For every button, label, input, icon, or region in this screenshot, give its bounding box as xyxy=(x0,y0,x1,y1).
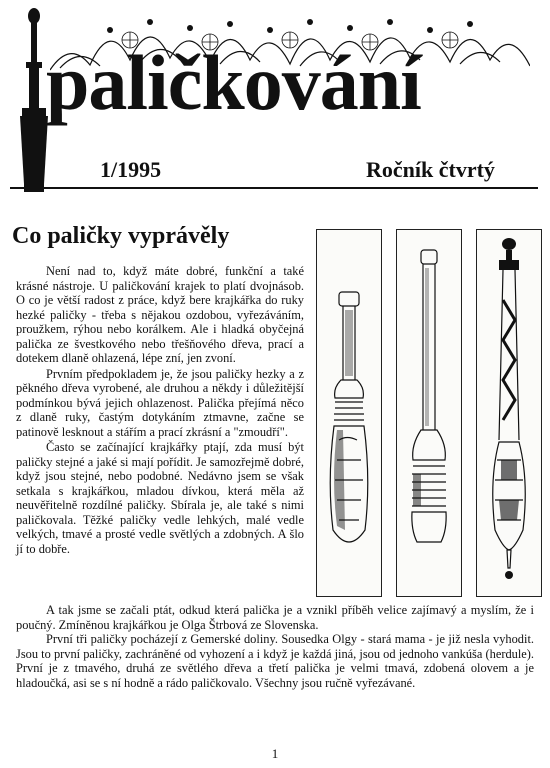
article-title: Co paličky vyprávěly xyxy=(12,223,230,249)
issue-number: 1/1995 xyxy=(100,157,162,182)
bobbin-drawing-3 xyxy=(476,229,542,597)
paragraph: Není nad to, když máte dobré, funkční a také krásné nástroje. U paličkování krajek to platí dvojnásob. O co je větší radost z práce, když bere krajkářka do ruky hezké paličky - třeba s nějakou ozdobou, vyřezáváním, proužkem, rýhou nebo korálkem. Ale i hladká obyčejná palička ze švestkového nebo třešňového dřeva, prací a dotekem dlaně ohlazená, lépe zní, jen zvoní. xyxy=(16,264,304,365)
paragraph: Prvním předpokladem je, že jsou paličky hezky a z pěkného dřeva vyrobené, ale druhou a někdy i důležitější podmínkou bývá jejich ohlazenost. Palička přejímá něco z dlaně ruky, častým dotykáním ztmavne, začne se patinově lesknout a stářím a prací zkrásní a "zmoudří". xyxy=(16,366,304,439)
magazine-logo: paličkování xyxy=(46,39,421,126)
paragraph: První tři paličky pocházejí z Gemerské doliny. Sousedka Olgy - stará mama - je již nesla vyhodit. Jsou to první paličky, zachráněné od vyhození a i když je každá jiná, jsou od jednoho vankúša (herdule). První je z tmavého, druhá ze světlého dřeva a třetí palička je velmi tmavá, zdobená olovem a je hladoučká, asi se s ní hodně a rádo paličkovalo. Všechny jsou ručně vyřezávané. xyxy=(16,632,534,690)
bobbin-drawing-2 xyxy=(396,229,462,597)
page-number: 1 xyxy=(271,746,279,761)
header-divider xyxy=(10,187,538,189)
article-continuation xyxy=(16,603,534,690)
paragraph: Často se začínající krajkářky ptají, zda musí být paličky stejné a jaké si mají pořídit. Je samozřejmě dobré, když jsou stejné, nebo podobné. Nedávno jsem se však setkala s krajkářkou, mladou dívkou, která měla až neuvěřitelně rozdílné paličky. Sbírala je, ale také s nimi paličkovala. Těžké paličky vedle lehkých, malé vedle velkých, tmavé a prosté vedle světlých a zdobných. A šlo jí to dobře. xyxy=(16,440,304,556)
volume-label: Ročník čtvrtý xyxy=(366,157,495,182)
bobbin-drawing-1 xyxy=(316,229,382,597)
masthead xyxy=(0,0,550,200)
paragraph: A tak jsme se začali ptát, odkud která palička je a vznikl příběh velice zajímavý a myslím, že i poučný. Zmíněnou krajkářkou je Olga Štrbová ze Slovenska. xyxy=(16,603,534,632)
article-column xyxy=(16,264,304,556)
